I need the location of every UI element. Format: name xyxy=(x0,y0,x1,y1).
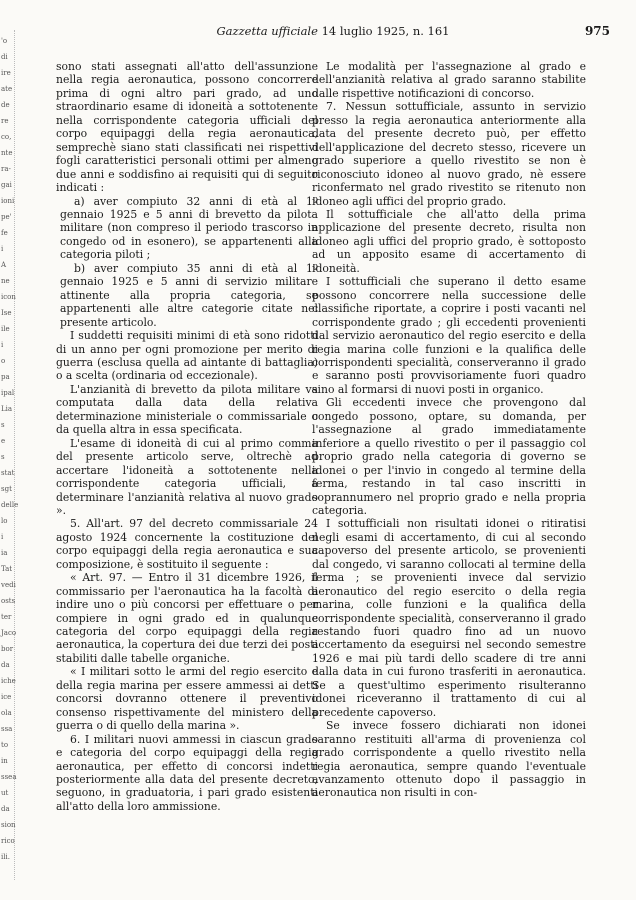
gutter-fragment: ne xyxy=(1,277,10,285)
gazette-name: Gazzetta ufficiale xyxy=(216,24,318,38)
paragraph: Le modalità per l'assegnazione al grado e dell'anzianità relativa al grado saranno stabilite dalle rispettive notificazioni di concorso. xyxy=(312,60,586,100)
gutter-fragment: delle xyxy=(1,501,19,509)
page-header xyxy=(56,22,610,40)
gutter-fragment: ola xyxy=(1,709,12,717)
gutter-fragment: rico xyxy=(1,837,15,845)
paragraph: I sottufficiali non risultati idonei o ritiratisi negli esami di accertamento, di cui al secondo capoverso del presente articolo, se provenienti dal congedo, vi saranno collocati al termine della ferma ; se provenienti invece dal servizio aeronautico del regio esercito o della regia marina, colle funzioni e la qualifica della corrispondente specialità, conserveranno il grado restando fuori quadro fino ad un nuovo accertamento da eseguirsi nel secondo semestre 1926 e mai più tardi dello scadere di tre anni dalla data in cui furono trasferiti in aeronautica. Se a quest'ultimo esperimento risulteranno idonei riceveranno il trattamento di cui al precedente capoverso. xyxy=(312,517,586,719)
paragraph: L'esame di idoneità di cui al primo comma del presente articolo serve, oltrechè ad accertare l'idoneità a sottotenente nella corrispondente categoria ufficiali, a determinare l'anzianità relativa al nuovo grado ». xyxy=(56,436,318,517)
paragraph: b) aver compiuto 35 anni di età al 1º gennaio 1925 e 5 anni di servizio militare attinente alla propria categoria, se appartenenti alle altre categorie citate nel presente articolo. xyxy=(60,261,318,329)
gutter-fragment: Ise xyxy=(1,309,12,317)
gutter-fragment: lo xyxy=(1,517,8,525)
gutter-fragment: ili. xyxy=(1,853,10,861)
gutter-fragment: Tat xyxy=(1,565,13,573)
paragraph: Se invece fossero dichiarati non idonei saranno restituiti all'arma di provenienza col grado corrispondente a quello rivestito nella regia aeronautica, sempre quando l'eventuale avanzamento ottenuto dopo il passaggio in aeronautica non risulti in con- xyxy=(312,719,586,800)
gutter-fragment: ice xyxy=(1,693,12,701)
gutter-fragment: ssa xyxy=(1,725,13,733)
gutter-fragment: osts xyxy=(1,597,16,605)
gutter-fragment: ioni xyxy=(1,197,15,205)
paragraph: I sottufficiali che superano il detto esame possono concorrere nella successione delle classifiche riportate, a coprire i posti vacanti nel corrispondente grado ; gli eccedenti provenienti dal servizio aeronautico del regio esercito e della regia marina colle funzioni e la qualifica delle corrispondenti specialità, conserveranno il grado e saranno posti provvisoriamente fuori quadro sino al formarsi di nuovi posti in organico. xyxy=(312,275,586,396)
gutter-fragment: ter xyxy=(1,613,12,621)
article-5: 5. All'art. 97 del decreto commissariale 24 agosto 1924 concernente la costituzione del corpo equipaggi della regia aeronautica e sua composizione, è sostituito il seguente : xyxy=(56,517,318,571)
paragraph: L'anzianità di brevetto da pilota militare va computata dalla data della relativa determinazione ministeriale o commissariale o da quella altra in essa specificata. xyxy=(56,382,318,437)
right-column xyxy=(312,60,586,800)
gutter-fragment: Lia xyxy=(1,405,13,413)
gutter-fragment: i xyxy=(1,341,4,349)
gutter-fragment: pe' xyxy=(1,213,12,221)
gutter-fragment: o xyxy=(1,357,6,365)
gutter-fragment: fe xyxy=(1,229,8,237)
gutter-fragment: ire xyxy=(1,69,11,77)
gutter-fragment: da xyxy=(1,805,10,813)
gutter-fragment: ssea xyxy=(1,773,17,781)
gazette-date: 14 luglio 1925, n. 161 xyxy=(321,24,450,38)
paragraph: « Art. 97. — Entro il 31 dicembre 1926, il commissario per l'aeronautica ha la facoltà di indire uno o più concorsi per effettuare o per compiere in ogni grado ed in qualunque categoria del corpo equipaggi della regia aeronautica, la copertura dei due terzi dei posti stabiliti dalle tabelle organiche. xyxy=(56,571,318,665)
gutter-fragment: stat xyxy=(1,469,15,477)
gutter-fragment: s xyxy=(1,421,5,429)
paragraph: a) aver compiuto 32 anni di età al 1º gennaio 1925 e 5 anni di brevetto da pilota militare (non compreso il periodo trascorso in congedo od in esonero), se appartenenti alla categoria piloti ; xyxy=(60,194,318,262)
gutter-fragment: A xyxy=(1,261,7,269)
gutter-fragment: i xyxy=(1,533,4,541)
gutter-fragment: bor xyxy=(1,645,14,653)
gazette-title xyxy=(56,22,610,40)
gutter-fragment: gai xyxy=(1,181,12,189)
gutter-fragment: ia xyxy=(1,549,8,557)
paragraph: « I militari sotto le armi del regio esercito e della regia marina per essere ammessi ai detti concorsi dovranno ottenere il preventivo consenso rispettivamente del ministero della guerra o di quello della marina ». xyxy=(56,665,318,733)
gutter-fragment: ipal xyxy=(1,389,15,397)
gutter-fragment: in xyxy=(1,757,8,765)
gutter-fragment: e xyxy=(1,437,6,445)
gutter-fragment: s xyxy=(1,453,5,461)
gutter-fragment: pa xyxy=(1,373,10,381)
binding-gutter-fragments xyxy=(0,30,19,880)
paragraph: Gli eccedenti invece che provengono dal congedo possono, optare, su domanda, per l'assegnazione al grado immediatamente inferiore a quello rivestito o per il passaggio col proprio grado nella categoria di governo se idonei o per l'invio in congedo al termine della ferma, restando in tal caso inscritti in soprannumero nel proprio grado e nella propria categoria. xyxy=(312,396,586,517)
gutter-fragment: ut xyxy=(1,789,9,797)
gutter-fragment: iche xyxy=(1,677,16,685)
gutter-fragment: de xyxy=(1,101,10,109)
gutter-fragment: ile xyxy=(1,325,10,333)
gutter-fragment: sion xyxy=(1,821,16,829)
gutter-fragment: 'o xyxy=(1,37,8,45)
gutter-fragment: co, xyxy=(1,133,12,141)
gutter-fragment: vedi xyxy=(1,581,16,589)
article-6: 6. I militari nuovi ammessi in ciascun grado e categoria del corpo equipaggi della regia aeronautica, per effetto di concorsi indetti posteriormente alla data del presente decreto, seguono, in graduatoria, i pari grado esistenti all'atto della loro ammissione. xyxy=(56,732,318,813)
paragraph: sono stati assegnati all'atto dell'assunzione nella regia aeronautica, possono concorrere prima di ogni altro pari grado, ad uno straordinario esame di idoneità a sottotenente nella corrispondente categoria ufficiali del corpo equipaggi della regia aeronautica, semprechè siano stati classificati nei rispettivi fogli caratteristici personali ottimi per almeno due anni e soddisfino ai requisiti qui di seguito indicati : xyxy=(56,60,318,195)
gutter-fragment: di xyxy=(1,53,8,61)
paragraph: Il sottufficiale che all'atto della prima applicazione del presente decreto, risulta non idoneo agli uffici del proprio grado, è sottoposto ad un apposito esame di accertamento di idoneità. xyxy=(312,207,586,275)
article-7: 7. Nessun sottufficiale, assunto in servizio presso la regia aeronautica anteriormente alla data del presente decreto può, per effetto dell'applicazione del decreto stesso, ricevere un grado superiore a quello rivestito se non è riconosciuto idoneo al nuovo grado, nè essere riconfermato nel grado rivestito se ritenuto non idoneo agli uffici del proprio grado. xyxy=(312,100,586,208)
gutter-fragment: ra- xyxy=(1,165,11,173)
paragraph: I suddetti requisiti minimi di età sono ridotti di un anno per ogni promozione per merito di guerra (esclusa quella ad aintante di battaglia) o a scelta (ordinaria od eccezionale). xyxy=(56,329,318,383)
gutter-fragment: nte xyxy=(1,149,13,157)
gutter-fragment: to xyxy=(1,741,9,749)
gutter-fragment: i xyxy=(1,245,4,253)
gutter-fragment: icon xyxy=(1,293,16,301)
gutter-fragment: ate xyxy=(1,85,13,93)
left-column xyxy=(56,60,318,813)
gutter-fragment: da xyxy=(1,661,10,669)
page-number: 975 xyxy=(584,24,610,38)
gutter-fragment: re xyxy=(1,117,9,125)
gutter-fragment: Jaco xyxy=(1,629,17,637)
gutter-fragment: sgt xyxy=(1,485,12,493)
